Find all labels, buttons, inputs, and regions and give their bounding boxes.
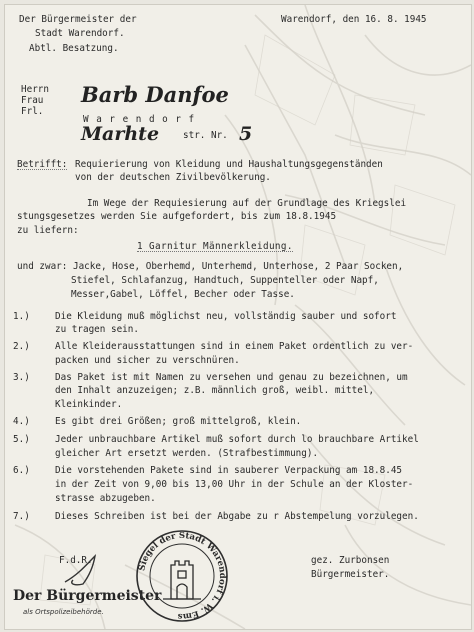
sender-office-line-3: Abtl. Besatzung.	[29, 43, 119, 54]
rule-2-line-2: packen und sicher zu verschnüren.	[55, 355, 240, 366]
intro-line-1: Im Wege der Requiesierung auf der Grundlage des Kriegslei	[87, 198, 407, 209]
rule-3-line-3: Kleinkinder.	[55, 399, 123, 410]
rule-1-line-1: Die Kleidung muß möglichst neu, vollständig sauber und sofort	[55, 311, 397, 322]
rule-2-line-1: Alle Kleiderausstattungen sind in einem Paket ordentlich zu ver-	[55, 341, 414, 352]
rule-6-line-3: strasse abzugeben.	[55, 493, 156, 504]
salutation-herrn: Herrn	[21, 84, 49, 95]
rule-5-line-2: gleicher Art ersetzt werden. (Strafbestimmung).	[55, 448, 319, 459]
rule-6-line-1: Die vorstehenden Pakete sind in sauberer Verpackung am 18.8.45	[55, 465, 403, 476]
rule-7-line-1: Dieses Schreiben ist bei der Abgabe zu r Abstempelung vorzulegen.	[55, 511, 419, 522]
signature-line-1: gez. Zurbonsen	[311, 555, 390, 566]
rule-5-number: 5.)	[13, 434, 30, 445]
addressee-city: W a r e n d o r f	[83, 114, 196, 125]
subject-line-1: Requierierung von Kleidung und Haushaltungsgegenständen	[75, 159, 383, 170]
letter-page	[4, 4, 472, 630]
required-item-heading: 1 Garnitur Männerkleidung.	[137, 241, 293, 252]
handwritten-street: Marhte	[81, 123, 160, 145]
sender-office-line-2: Stadt Warendorf.	[35, 28, 125, 39]
items-list-line-2: Stiefel, Schlafanzug, Handtuch, Suppenteller oder Napf,	[71, 275, 379, 286]
signature-line-2: Bürgermeister.	[311, 569, 390, 580]
subject-label: Betrifft:	[17, 159, 68, 170]
items-list-line-1: und zwar: Jacke, Hose, Oberhemd, Unterhemd, Unterhose, 2 Paar Socken,	[17, 261, 404, 272]
rule-2-number: 2.)	[13, 341, 30, 352]
subject-line-2: von der deutschen Zivilbevölkerung.	[75, 172, 271, 183]
fdr-mark: F.d.R.	[59, 555, 93, 566]
mayor-stamp-subtitle: als Ortspolizeibehörde.	[23, 608, 104, 616]
rule-5-line-1: Jeder unbrauchbare Artikel muß sofort durch lo brauchbare Artikel	[55, 434, 419, 445]
rule-1-number: 1.)	[13, 311, 30, 322]
intro-line-3: zu liefern:	[17, 225, 79, 236]
rule-7-number: 7.)	[13, 511, 30, 522]
seal-tower-icon	[163, 561, 201, 599]
rule-6-line-2: in der Zeit von 9,00 bis 13,00 Uhr in der Schule an der Kloster-	[55, 479, 414, 490]
rule-3-line-1: Das Paket ist mit Namen zu versehen und genau zu bezeichnen, um	[55, 372, 408, 383]
place-and-date: Warendorf, den 16. 8. 1945	[281, 14, 427, 25]
street-number-label: str. Nr.	[183, 130, 228, 141]
handwritten-house-number: 5	[239, 123, 253, 145]
mayor-stamp-title: Der Bürgermeister	[13, 588, 162, 604]
items-list-line-3: Messer,Gabel, Löffel, Becher oder Tasse.	[71, 289, 295, 300]
rule-1-line-2: zu tragen sein.	[55, 324, 139, 335]
salutation-frau: Frau	[21, 95, 44, 106]
sender-office-line-1: Der Bürgermeister der	[19, 14, 137, 25]
intro-line-2: stungsgesetzes werden Sie aufgefordert, bis zum 18.8.1945	[17, 211, 337, 222]
rule-4-number: 4.)	[13, 416, 30, 427]
handwritten-name: Barb Danfoe	[81, 82, 229, 107]
city-seal	[133, 527, 231, 625]
salutation-frl: Frl.	[21, 106, 44, 117]
rule-3-number: 3.)	[13, 372, 30, 383]
handwritten-initials	[45, 550, 115, 590]
rule-4-line-1: Es gibt drei Größen; groß mittelgroß, klein.	[55, 416, 302, 427]
seal-text: Siegel der Stadt Warendorf i. W. Ems	[137, 530, 228, 622]
rule-3-line-2: den Inhalt anzuzeigen; z.B. männlich groß, weibl. mittel,	[55, 385, 375, 396]
rule-6-number: 6.)	[13, 465, 30, 476]
